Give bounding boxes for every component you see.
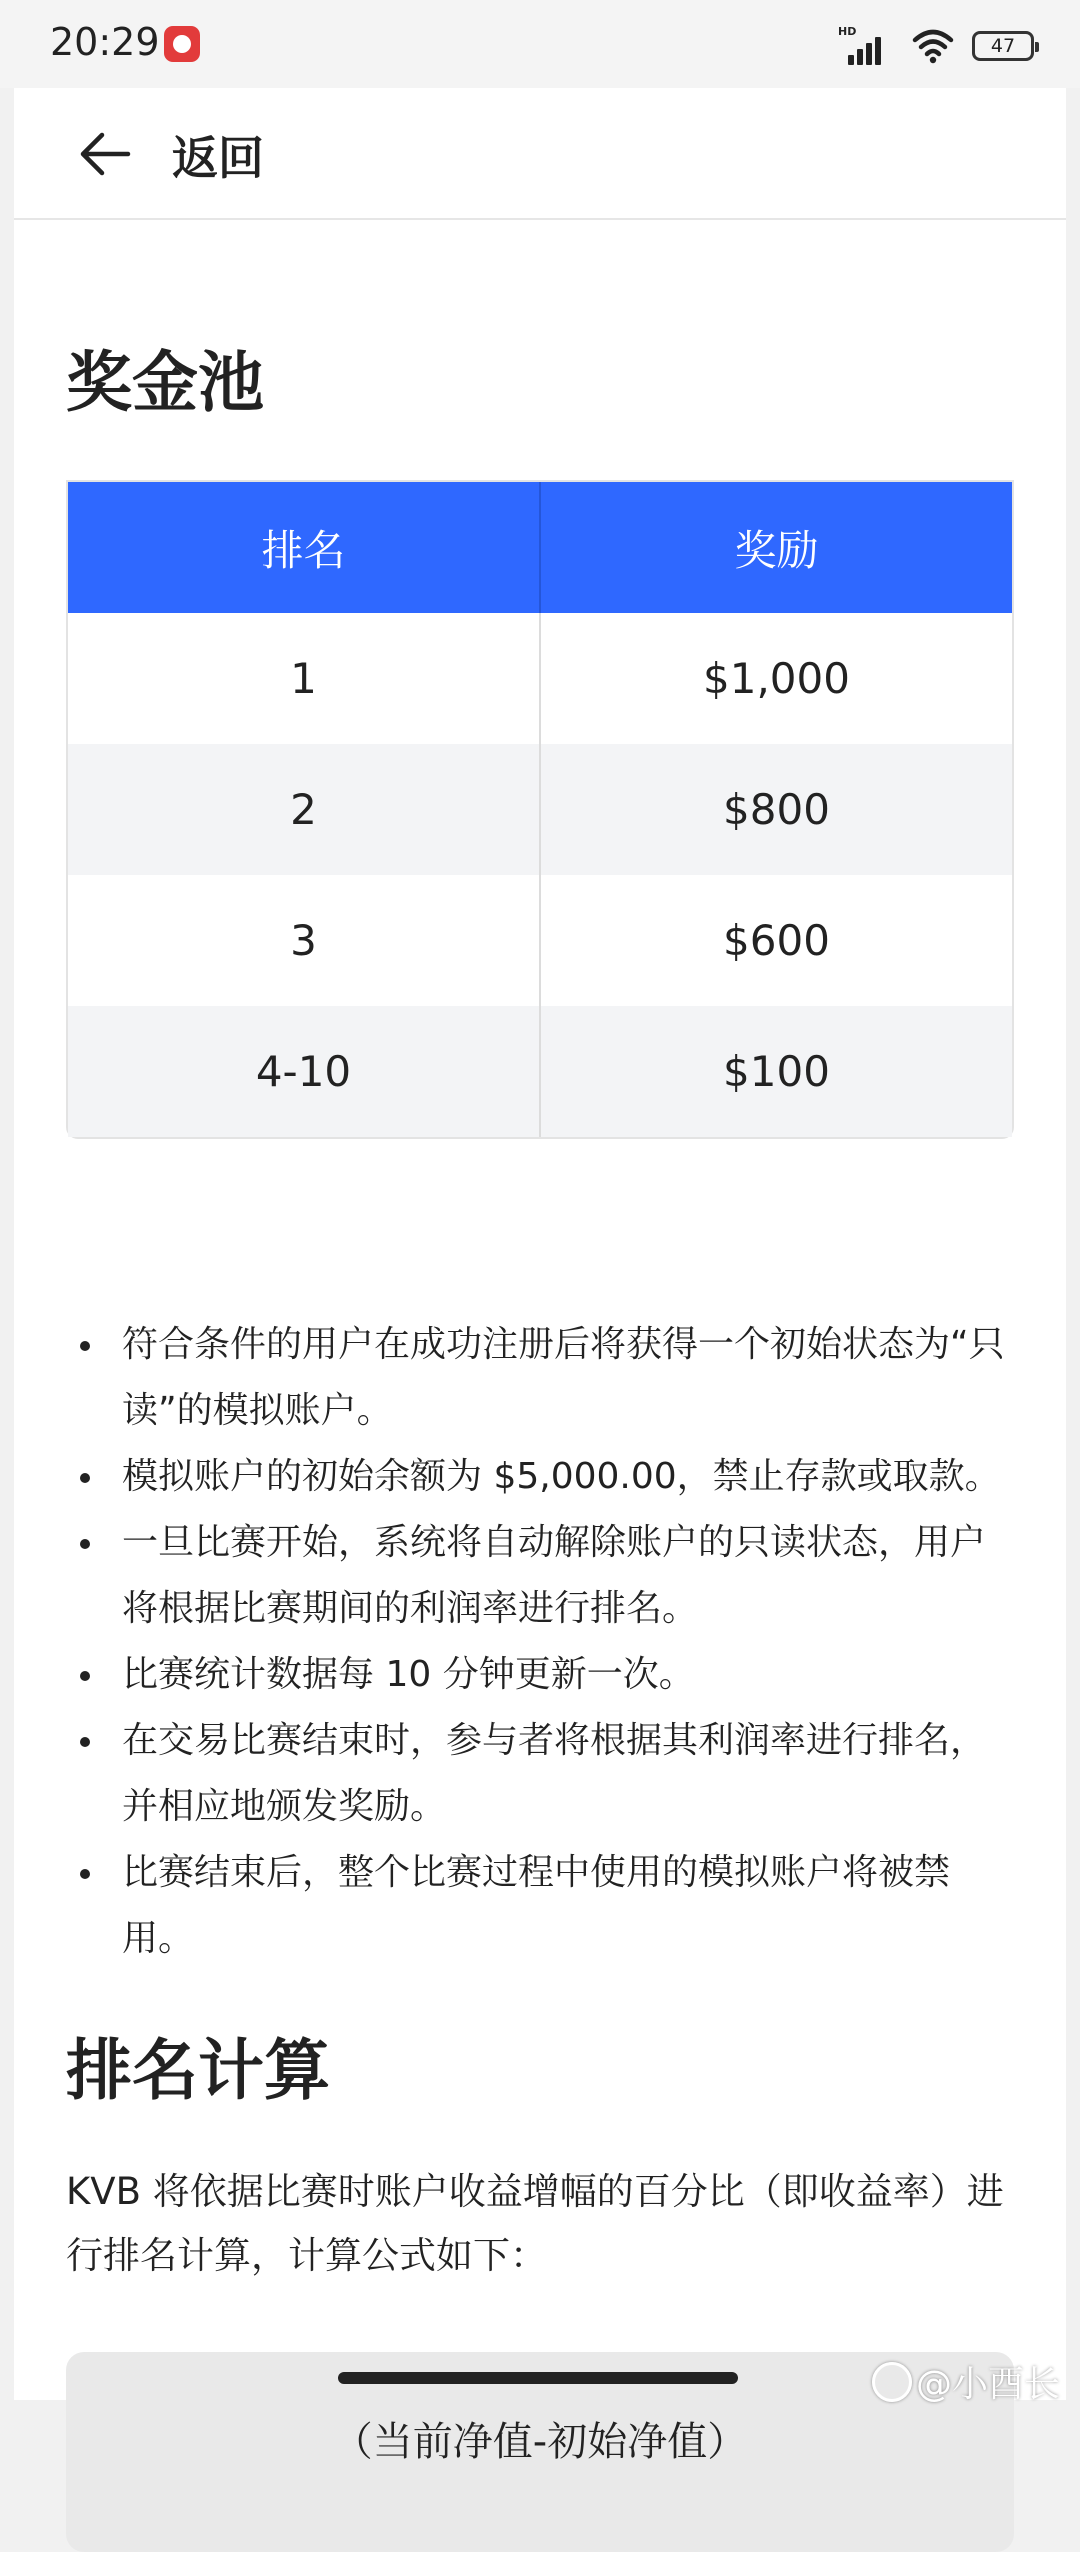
reward-cell: $100 xyxy=(539,1006,1012,1137)
table-row xyxy=(68,1006,1012,1137)
prize-table xyxy=(66,480,1014,1139)
rank-cell: 1 xyxy=(290,654,317,703)
battery-level: 47 xyxy=(990,35,1016,57)
ranking-description: KVB 将依据比赛时账户收益增幅的百分比（即收益率）进行排名计算，计算公式如下： xyxy=(66,2170,1004,2277)
rank-cell: 4-10 xyxy=(255,1047,352,1096)
rules-list xyxy=(66,1312,1014,1972)
list-item: 模拟账户的初始余额为 $5,000.00，禁止存款或取款。 xyxy=(66,1444,1014,1510)
back-button[interactable]: 返回 xyxy=(172,131,264,185)
watermark-logo-icon xyxy=(872,2362,912,2402)
status-time: 20:29 xyxy=(50,20,160,64)
status-bar xyxy=(0,0,1080,88)
cellular-signal-icon xyxy=(838,27,894,65)
home-indicator[interactable] xyxy=(338,2372,738,2384)
table-row xyxy=(68,744,1012,875)
list-item: 在交易比赛结束时，参与者将根据其利润率进行排名，并相应地颁发奖励。 xyxy=(66,1708,1014,1840)
table-row xyxy=(68,613,1012,744)
list-item: 一旦比赛开始，系统将自动解除账户的只读状态，用户将根据比赛期间的利润率进行排名。 xyxy=(66,1510,1014,1642)
network-label: HD xyxy=(838,25,857,38)
list-item: 符合条件的用户在成功注册后将获得一个初始状态为“只读”的模拟账户。 xyxy=(66,1312,1014,1444)
header-reward: 奖励 xyxy=(539,482,1012,613)
status-indicators xyxy=(838,24,1034,68)
table-header-row xyxy=(68,482,1012,613)
rank-cell: 2 xyxy=(290,785,317,834)
formula-text: （当前净值-初始净值） xyxy=(332,2419,748,2465)
watermark xyxy=(872,2356,1060,2407)
reward-cell: $800 xyxy=(539,744,1012,875)
page-sheet xyxy=(14,88,1066,2465)
list-item: 比赛结束后，整个比赛过程中使用的模拟账户将被禁用。 xyxy=(66,1840,1014,1972)
ranking-title: 排名计算 xyxy=(66,2032,330,2109)
table-row xyxy=(68,875,1012,1006)
reward-cell: $1,000 xyxy=(539,613,1012,744)
rank-cell: 3 xyxy=(290,916,317,965)
wifi-icon xyxy=(912,28,954,64)
top-bar xyxy=(14,88,1066,220)
prize-pool-title: 奖金池 xyxy=(66,344,264,421)
app-notification-icon xyxy=(164,26,200,62)
header-rank: 排名 xyxy=(261,525,346,575)
watermark-text: @小酉长 xyxy=(916,2364,1061,2405)
list-item: 比赛统计数据每 10 分钟更新一次。 xyxy=(66,1642,1014,1708)
battery-icon xyxy=(972,31,1034,61)
reward-cell: $600 xyxy=(539,875,1012,1006)
back-arrow-icon[interactable] xyxy=(76,126,132,182)
